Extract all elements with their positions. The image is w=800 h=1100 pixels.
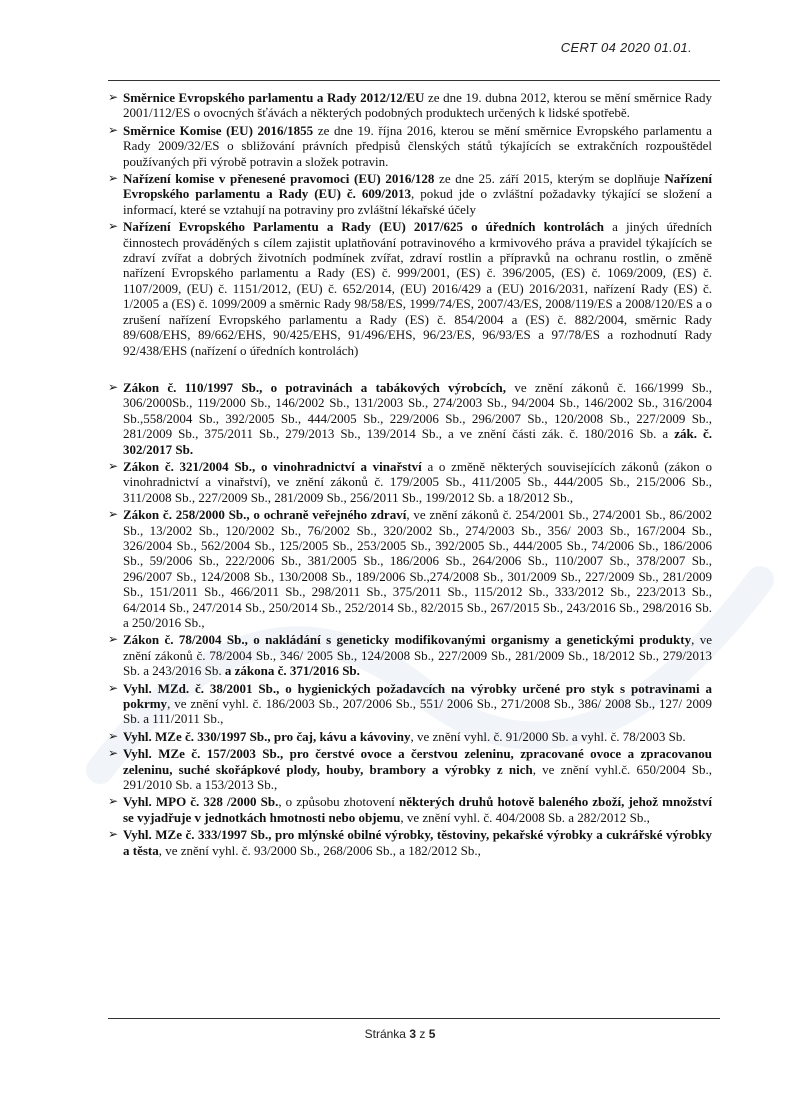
section-gap	[108, 360, 712, 380]
legislation-title: Zákon č. 78/2004 Sb., o nakládání s geneticky modifikovanými organismy a genetickými produkty	[123, 632, 692, 648]
legislation-text: ze dne 19. října 2016, kterou se mění směrnice Evropského parlamentu a Rady 2009/32/ES o sbližování právních předpisů členských států týkajících se extrakčních rozpouštědel používaných při výrobě potravin a složek potravin.	[123, 122, 712, 169]
arrow-bullet-icon: ➢	[108, 827, 119, 842]
arrow-bullet-icon: ➢	[108, 122, 119, 137]
arrow-bullet-icon: ➢	[108, 680, 119, 695]
arrow-bullet-icon: ➢	[108, 746, 119, 761]
legislation-title: Vyhl. MZe č. 157/2003 Sb., pro čerstvé ovoce a čerstvou zeleninu, zpracované ovoce a zpracovanou zeleninu, suché skořápkové plody, houby, brambory a výrobky z nich	[123, 746, 712, 777]
czech-laws-list	[108, 380, 712, 858]
legislation-item	[108, 123, 712, 169]
legislation-item	[108, 632, 712, 678]
legislation-title: Nařízení Evropského parlamentu a Rady (EU) č. 609/2013	[123, 171, 712, 202]
legislation-item	[108, 681, 712, 727]
header-rule	[108, 80, 720, 81]
arrow-bullet-icon: ➢	[108, 458, 119, 473]
arrow-bullet-icon: ➢	[108, 728, 119, 743]
legislation-text: ve znění zákonů č. 166/1999 Sb., 306/2000Sb., 119/2000 Sb., 146/2002 Sb., 131/2003 Sb., 274/2003 Sb., 94/2004 Sb., 146/2002 Sb., 316/2004 Sb.,558/2004 Sb., 392/2005 Sb., 444/2005 Sb., 229/2006 Sb., 296/2007 Sb., 120/2008 Sb., 227/2009 Sb., 281/2009 Sb., 375/2011 Sb., 279/2013 Sb., 139/2014 Sb., a ve znění části zák. č. 180/2016 Sb. a	[123, 379, 712, 442]
legislation-item	[108, 90, 712, 121]
legislation-item	[108, 794, 712, 825]
legislation-text: , ve znění vyhl. č. 91/2000 Sb. a vyhl. č. 78/2003 Sb.	[410, 728, 686, 744]
legislation-title: Vyhl. MPO č. 328 /2000 Sb.	[123, 794, 279, 810]
arrow-bullet-icon: ➢	[108, 507, 119, 522]
legislation-text: ze dne 19. dubna 2012, kterou se mění směrnice Rady 2001/112/ES o ovocných šťávách a některých podobných produktech určených k lidské spotřebě.	[123, 90, 713, 121]
legislation-text: , ve znění zákonů č. 78/2004 Sb., 346/ 2005 Sb., 124/2008 Sb., 227/2009 Sb., 281/2009 Sb., 18/2012 Sb., 279/2013 Sb. a 243/2016 Sb.	[123, 632, 712, 679]
legislation-title: Směrnice Evropského parlamentu a Rady 2012/12/EU	[123, 90, 425, 105]
legislation-text: a o změně některých souvisejících zákonů (zákon o vinohradnictví a vinařství), ve znění zákonů č. 179/2005 Sb., 411/2005 Sb., 444/2005 Sb., 215/2006 Sb., 311/2008 Sb., 227/2009 Sb., 281/2009 Sb., 256/2011 Sb., 199/2012 Sb. a 18/2012 Sb.,	[123, 458, 712, 505]
page-label: Stránka	[364, 1027, 406, 1041]
legislation-title: Zákon č. 321/2004 Sb., o vinohradnictví a vinařství	[123, 458, 422, 474]
legislation-text: , ve znění vyhl. č. 404/2008 Sb. a 282/2012 Sb.,	[400, 809, 650, 825]
legislation-item	[108, 507, 712, 630]
arrow-bullet-icon: ➢	[108, 90, 119, 104]
eu-regulations-list	[108, 90, 712, 358]
legislation-item	[108, 746, 712, 792]
legislation-item	[108, 459, 712, 505]
legislation-title: Zákon č. 110/1997 Sb., o potravinách a tabákových výrobcích,	[123, 379, 507, 395]
page-footer	[0, 1027, 800, 1041]
footer-rule	[108, 1018, 720, 1019]
legislation-text: , ve znění zákonů č. 254/2001 Sb., 274/2001 Sb., 86/2002 Sb., 13/2002 Sb., 120/2002 Sb., 76/2002 Sb., 320/2002 Sb., 274/2003 Sb., 356/ 2003 Sb., 167/2004 Sb., 326/2004 Sb., 562/2004 Sb., 125/2005 Sb., 253/2005 Sb., 392/2005 Sb., 444/2005 Sb., 74/2006 Sb., 186/2006 Sb., 59/2006 Sb., 222/2006 Sb., 381/2005 Sb., 186/2006 Sb., 264/2006 Sb., 110/2007 Sb., 378/2007 Sb., 296/2007 Sb., 124/2008 Sb., 130/2008 Sb., 189/2006 Sb.,274/2008 Sb., 301/2009 Sb., 227/2009 Sb., 281/2009 Sb., 151/2011 Sb., 466/2011 Sb., 298/2011 Sb., 375/2011 Sb., 115/2012 Sb., 333/2012 Sb., 223/2013 Sb., 64/2014 Sb., 247/2014 Sb., 250/2014 Sb., 252/2014 Sb., 82/2015 Sb., 267/2015 Sb., 243/2016 Sb., 298/2016 Sb. a 250/2016 Sb.,	[123, 507, 712, 630]
legislation-title: zák. č. 302/2017 Sb.	[123, 426, 712, 457]
page-of: z	[419, 1027, 426, 1041]
legislation-title: Vyhl. MZd. č. 38/2001 Sb., o hygienických požadavcích na výrobky určené pro styk s potravinami a pokrmy	[123, 680, 712, 712]
page-number: 3	[409, 1027, 416, 1041]
legislation-text: ze dne 25. září 2015, kterým se doplňuje	[434, 171, 665, 187]
document-body	[108, 90, 712, 860]
arrow-bullet-icon: ➢	[108, 632, 119, 647]
arrow-bullet-icon: ➢	[108, 219, 119, 234]
legislation-item	[108, 219, 712, 358]
legislation-text: , pokud jde o zvláštní požadavky týkající se složení a informací, které se vztahují na potraviny pro zvláštní lékařské účely	[123, 186, 712, 217]
legislation-title: Vyhl. MZe č. 333/1997 Sb., pro mlýnské obilné výrobky, těstoviny, pekařské výrobky a cukrářské výrobky a těsta	[123, 827, 712, 858]
page-total: 5	[428, 1027, 436, 1041]
legislation-title: Směrnice Komise (EU) 2016/1855	[123, 122, 314, 138]
legislation-title: Nařízení Evropského Parlamentu a Rady (EU) 2017/625 o úředních kontrolách	[123, 219, 605, 235]
legislation-title: Vyhl. MZe č. 330/1997 Sb., pro čaj, kávu a kávoviny	[123, 728, 411, 744]
arrow-bullet-icon: ➢	[108, 794, 119, 809]
legislation-item	[108, 729, 712, 744]
legislation-title: a zákona č. 371/2016 Sb.	[224, 663, 360, 679]
arrow-bullet-icon: ➢	[108, 379, 119, 394]
legislation-title: Nařízení komise v přenesené pravomoci (EU) 2016/128	[123, 171, 435, 187]
legislation-text: a jiných úředních činnostech prováděných s cílem zajistit uplatňování potravinového a krmivového práva a pravidel týkajících se zdraví zvířat a dobrých životních podmínek zvířat, zdraví rostlin a přípravků na ochranu rostlin, o změně nařízení Evropského parlamentu a Rady (ES) č. 999/2001, (ES) č. 396/2005, (ES) č. 1069/2009, (ES) č. 1107/2009, (EU) č. 1151/2012, (EU) č. 652/2014, (EU) 2016/429 a (EU) 2016/2031, nařízení Rady (ES) č. 1/2005 a (ES) č. 1099/2009 a směrnic Rady 98/58/ES, 1999/74/ES, 2007/43/ES, 2008/119/ES a 2008/120/ES a o zrušení nařízení Evropského parlamentu a Rady (ES) č. 854/2004 a (ES) č. 882/2004, směrnic Rady 89/608/EHS, 89/662/EHS, 90/425/EHS, 91/496/EHS, 96/23/ES, 96/93/ES a 97/78/ES a rozhodnutí Rady 92/438/EHS (nařízení o úředních kontrolách)	[123, 219, 712, 358]
legislation-text: , o způsobu zhotovení	[278, 794, 399, 810]
arrow-bullet-icon: ➢	[108, 171, 119, 186]
legislation-text: , ve znění vyhl. č. 93/2000 Sb., 268/2006 Sb., a 182/2012 Sb.,	[158, 842, 481, 858]
legislation-text: , ve znění vyhl.č. 650/2004 Sb., 291/2010 Sb. a 153/2013 Sb.,	[123, 761, 712, 793]
legislation-item	[108, 171, 712, 217]
legislation-item	[108, 827, 712, 858]
document-header: CERT 04 2020 01.01.	[560, 40, 692, 55]
legislation-title: Zákon č. 258/2000 Sb., o ochraně veřejného zdraví	[123, 507, 407, 523]
legislation-item	[108, 380, 712, 457]
legislation-title: některých druhů hotově baleného zboží, jehož množství se vyjadřuje v jednotkách hmotnosti nebo objemu	[123, 794, 712, 825]
legislation-text: , ve znění vyhl. č. 186/2003 Sb., 207/2006 Sb., 551/ 2006 Sb., 271/2008 Sb., 386/ 2008 Sb., 127/ 2009 Sb. a 111/2011 Sb.,	[123, 696, 712, 727]
